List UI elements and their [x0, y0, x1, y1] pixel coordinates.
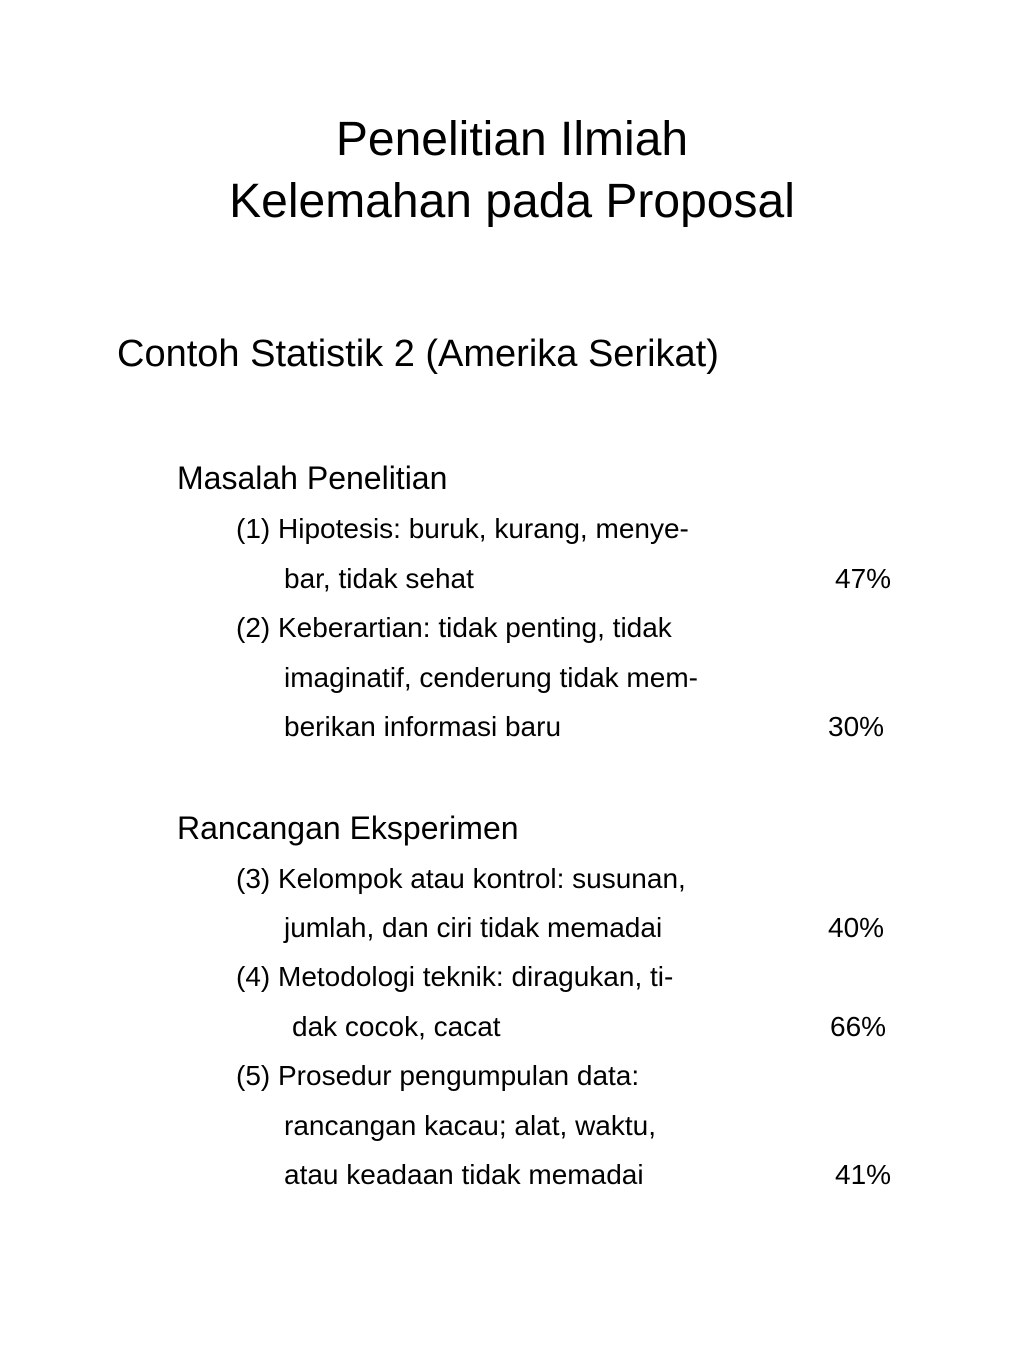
item-5-line-1: (5) Prosedur pengumpulan data:: [236, 1060, 640, 1091]
section-heading-masalah-penelitian: Masalah Penelitian: [177, 460, 448, 496]
page-title-line-2: Kelemahan pada Proposal: [229, 175, 795, 228]
item-1-line-1: (1) Hipotesis: buruk, kurang, menye-: [236, 513, 689, 544]
item-5-line-3: atau keadaan tidak memadai: [284, 1159, 644, 1190]
item-4-line-2: dak cocok, cacat: [292, 1011, 501, 1042]
item-2-line-2: imaginatif, cenderung tidak mem-: [284, 662, 698, 693]
section-heading-rancangan-eksperimen: Rancangan Eksperimen: [177, 810, 519, 846]
item-5-percent: 41%: [835, 1159, 892, 1190]
item-2-line-1: (2) Keberartian: tidak penting, tidak: [236, 612, 672, 643]
page-title-line-1: Penelitian Ilmiah: [335, 113, 689, 166]
item-4-line-1: (4) Metodologi teknik: diragukan, ti-: [236, 961, 674, 992]
item-2-percent: 30%: [828, 711, 885, 742]
item-2-line-3: berikan informasi baru: [284, 711, 562, 742]
item-3-line-1: (3) Kelompok atau kontrol: susunan,: [236, 863, 686, 894]
item-3-line-2: jumlah, dan ciri tidak memadai: [284, 912, 663, 943]
item-4-percent: 66%: [830, 1011, 887, 1042]
item-5-line-2: rancangan kacau; alat, waktu,: [284, 1110, 657, 1141]
subtitle: Contoh Statistik 2 (Amerika Serikat): [117, 333, 719, 375]
item-1-line-2: bar, tidak sehat: [284, 563, 474, 594]
item-1-percent: 47%: [835, 563, 892, 594]
item-3-percent: 40%: [828, 912, 885, 943]
